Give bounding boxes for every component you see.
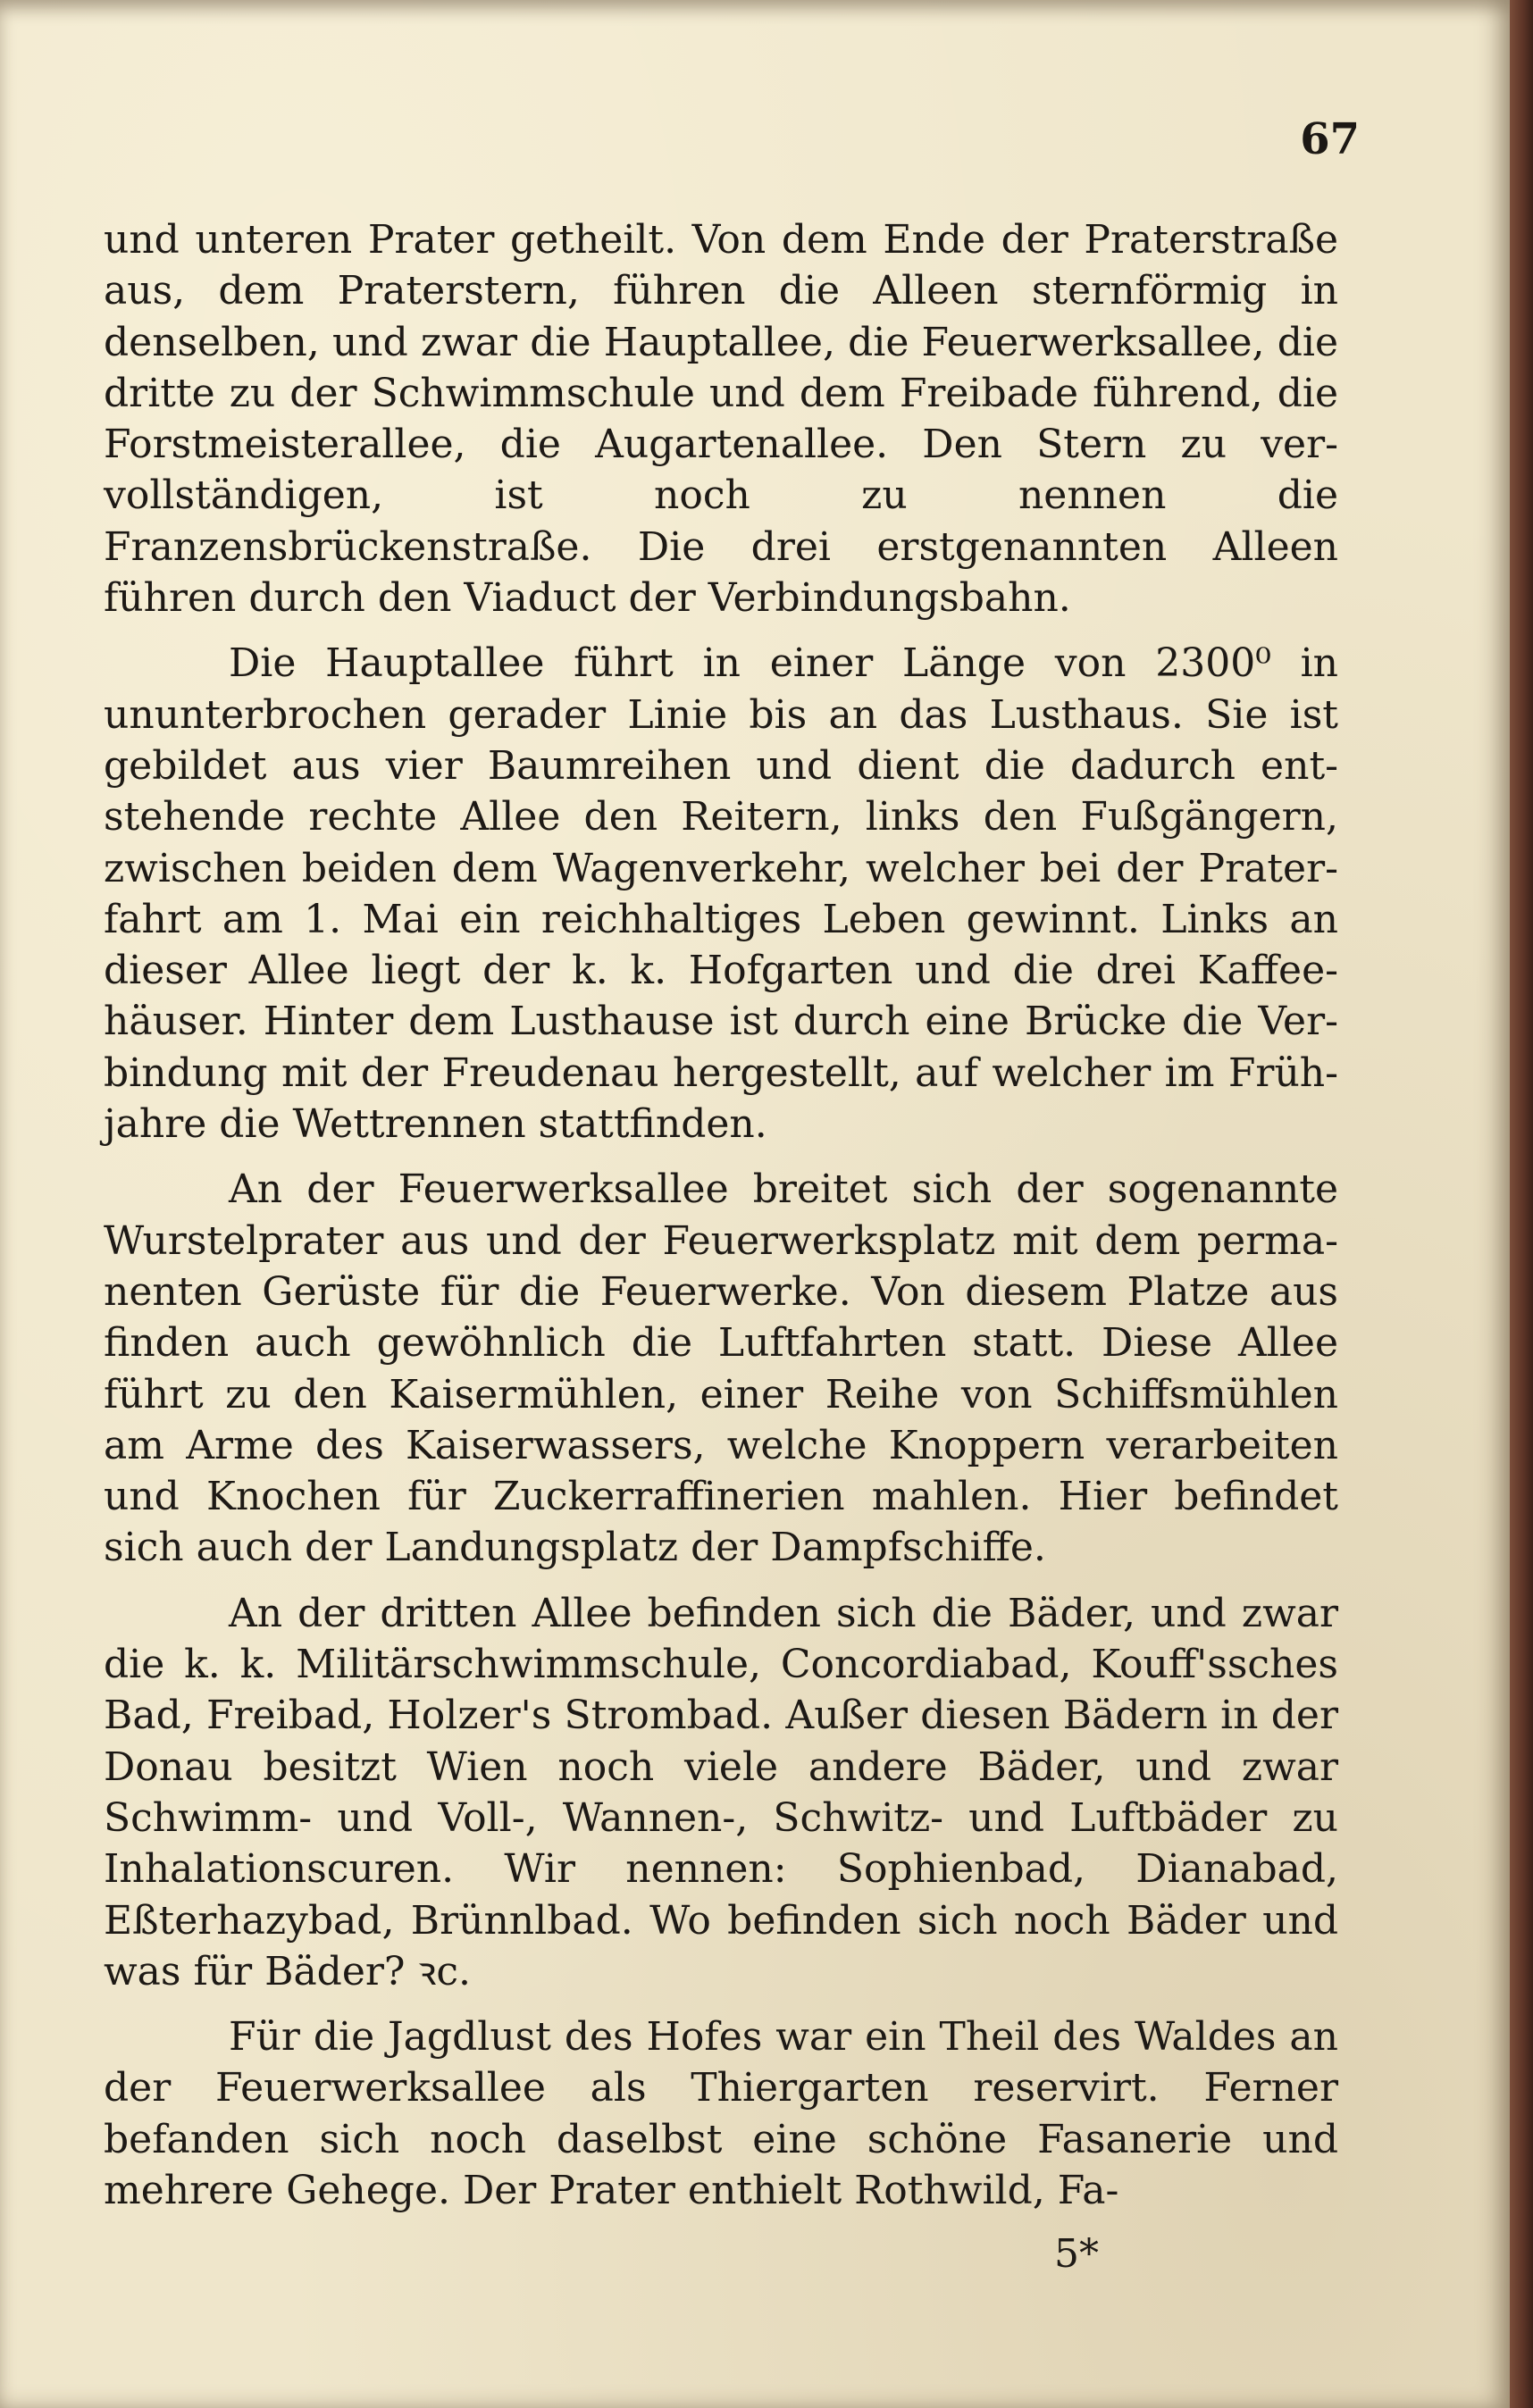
page-number: 67 [1300, 114, 1360, 164]
paragraph: An der dritten Allee befinden sich die Bäder, und zwar die k. k. Militärschwimmschule, Concordiabad, Kouff'ssches Bad, Freibad, Holzer's Strombad. Außer diesen Bädern in der Donau besitzt Wien noch viele andere Bäder, und zwar Schwimm- und Voll-, Wannen-, Schwitz- und Luftbäder zu Inhalationscuren. Wir nennen: Sophienbad, Dianabad, Eßterhazybad, Brünnlbad. Wo befinden sich noch Bäder und was für Bäder? ꝛc. [104, 1590, 1338, 1994]
signature-mark: 5* [1054, 2231, 1099, 2277]
paragraph: Die Hauptallee führt in einer Länge von 2300⁰ in ununterbrochen gerader Linie bis an das Lusthaus. Sie ist gebildet aus vier Baumreihen und dient die dadurch entstehende rechte Allee den Reitern, links den Fußgängern, zwischen beiden dem Wagenverkehr, welcher bei der Praterfahrt am 1. Mai ein reichhaltiges Leben gewinnt. Links an dieser Allee liegt der k. k. Hofgarten und die drei Kaffeehäuser. Hinter dem Lusthause ist durch eine Brücke die Verbindung mit der Freudenau hergestellt, auf welcher im Frühjahre die Wettrennen stattfinden. [104, 640, 1338, 1148]
paragraph: und unteren Prater getheilt. Von dem Ende der Praterstraße aus, dem Praterstern, führen die Alleen sternförmig in denselben, und zwar die Hauptallee, die Feuerwerksallee, die dritte zu der Schwimmschule und dem Freibade führend, die Forstmeisterallee, die Augartenallee. Den Stern zu vervollständigen, ist noch zu nennen die Franzensbrückenstraße. Die drei erstgenannten Alleen führen durch den Viaduct der Verbindungsbahn. [104, 217, 1338, 622]
book-edge [1510, 0, 1533, 2408]
paragraph: Für die Jagdlust des Hofes war ein Theil des Waldes an der Feuerwerksallee als Thiergarten reservirt. Ferner befanden sich noch daselbst eine schöne Fasanerie und mehrere Gehege. Der Prater enthielt Rothwild, Fa- [104, 2014, 1338, 2213]
paragraph: An der Feuerwerksallee breitet sich der sogenannte Wurstelprater aus und der Feuerwerksplatz mit dem permanenten Gerüste für die Feuerwerke. Von diesem Platze aus finden auch gewöhnlich die Luftfahrten statt. Diese Allee führt zu den Kaisermühlen, einer Reihe von Schiffsmühlen am Arme des Kaiserwassers, welche Knoppern verarbeiten und Knochen für Zuckerraffinerien mahlen. Hier befindet sich auch der Landungsplatz der Dampfschiffe. [104, 1166, 1338, 1571]
body-text [104, 214, 1338, 2230]
